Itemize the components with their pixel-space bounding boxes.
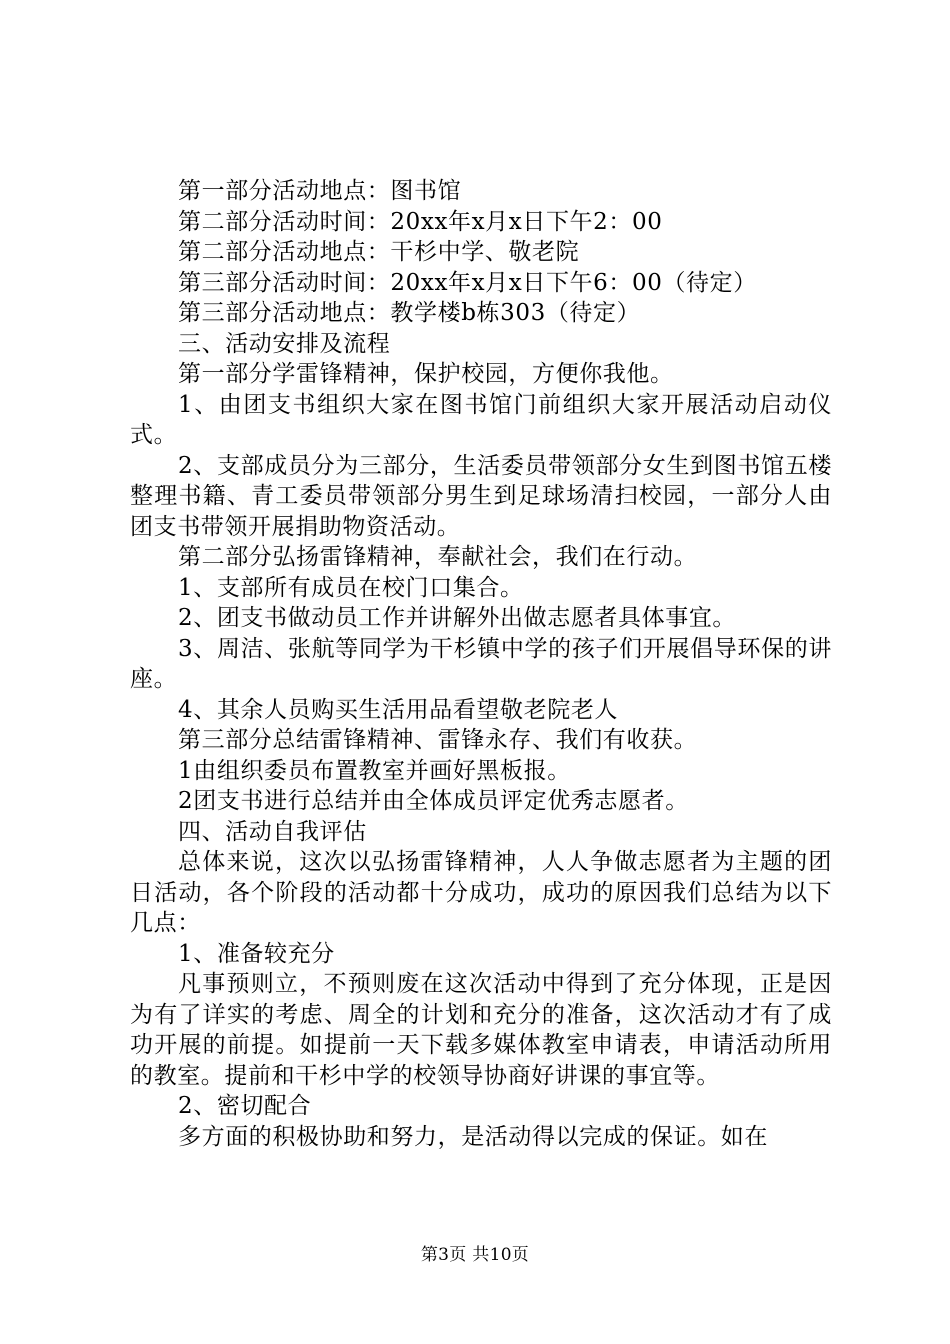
paragraph: 总体来说，这次以弘扬雷锋精神，人人争做志愿者为主题的团日活动，各个阶段的活动都十分成功，成功的原因我们总结为以下几点：	[130, 849, 832, 936]
subsection-heading: 2、密切配合	[178, 1093, 312, 1119]
section-heading: 三、活动安排及流程	[178, 330, 391, 357]
paragraph: 2、团支书做动员工作并讲解外出做志愿者具体事宜。	[178, 605, 737, 631]
paragraph: 4、其余人员购买生活用品看望敬老院老人	[178, 696, 619, 723]
paragraph: 1、支部所有成员在校门口集合。	[178, 574, 524, 601]
paragraph: 3、周洁、张航等同学为干杉镇中学的孩子们开展倡导环保的讲座。	[130, 635, 832, 692]
paragraph: 凡事预则立，不预则废在这次活动中得到了充分体现，正是因为有了详实的考虑、周全的计划和充分的准备，这次活动才有了成功开展的前提。如提前一天下载多媒体教室申请表，申请活动所用的教室。提前和干杉中学的校领导协商好讲课的事宜等。	[130, 971, 832, 1089]
paragraph: 第三部分活动时间：20xx年x月x日下午6：00（待定）	[178, 269, 757, 296]
paragraph: 2、支部成员分为三部分，生活委员带领部分女生到图书馆五楼整理书籍、青工委员带领部分男生到足球场清扫校园，一部分人由团支书带领开展捐助物资活动。	[130, 452, 832, 540]
subsection-heading: 1、准备较充分	[178, 940, 335, 967]
paragraph: 2团支书进行总结并由全体成员评定优秀志愿者。	[178, 788, 689, 814]
page-number-footer: 第3页 共10页	[420, 1245, 530, 1265]
section-heading: 四、活动自我评估	[178, 818, 367, 845]
paragraph: 第三部分总结雷锋精神、雷锋永存、我们有收获。	[178, 727, 698, 753]
paragraph: 第一部分学雷锋精神，保护校园，方便你我他。	[178, 361, 674, 387]
document-body	[130, 176, 832, 1152]
paragraph: 第三部分活动地点：教学楼b栋303（待定）	[178, 300, 641, 326]
paragraph: 1由组织委员布置教室并画好黑板报。	[178, 757, 571, 784]
paragraph: 第二部分活动时间：20xx年x月x日下午2：00	[178, 208, 663, 235]
paragraph: 1、由团支书组织大家在图书馆门前组织大家开展活动启动仪式。	[130, 391, 832, 448]
paragraph: 第一部分活动地点：图书馆	[178, 178, 462, 204]
paragraph: 多方面的积极协助和努力，是活动得以完成的保证。如在	[178, 1123, 768, 1150]
paragraph: 第二部分弘扬雷锋精神，奉献社会，我们在行动。	[178, 544, 698, 570]
paragraph: 第二部分活动地点：干杉中学、敬老院	[178, 239, 580, 265]
